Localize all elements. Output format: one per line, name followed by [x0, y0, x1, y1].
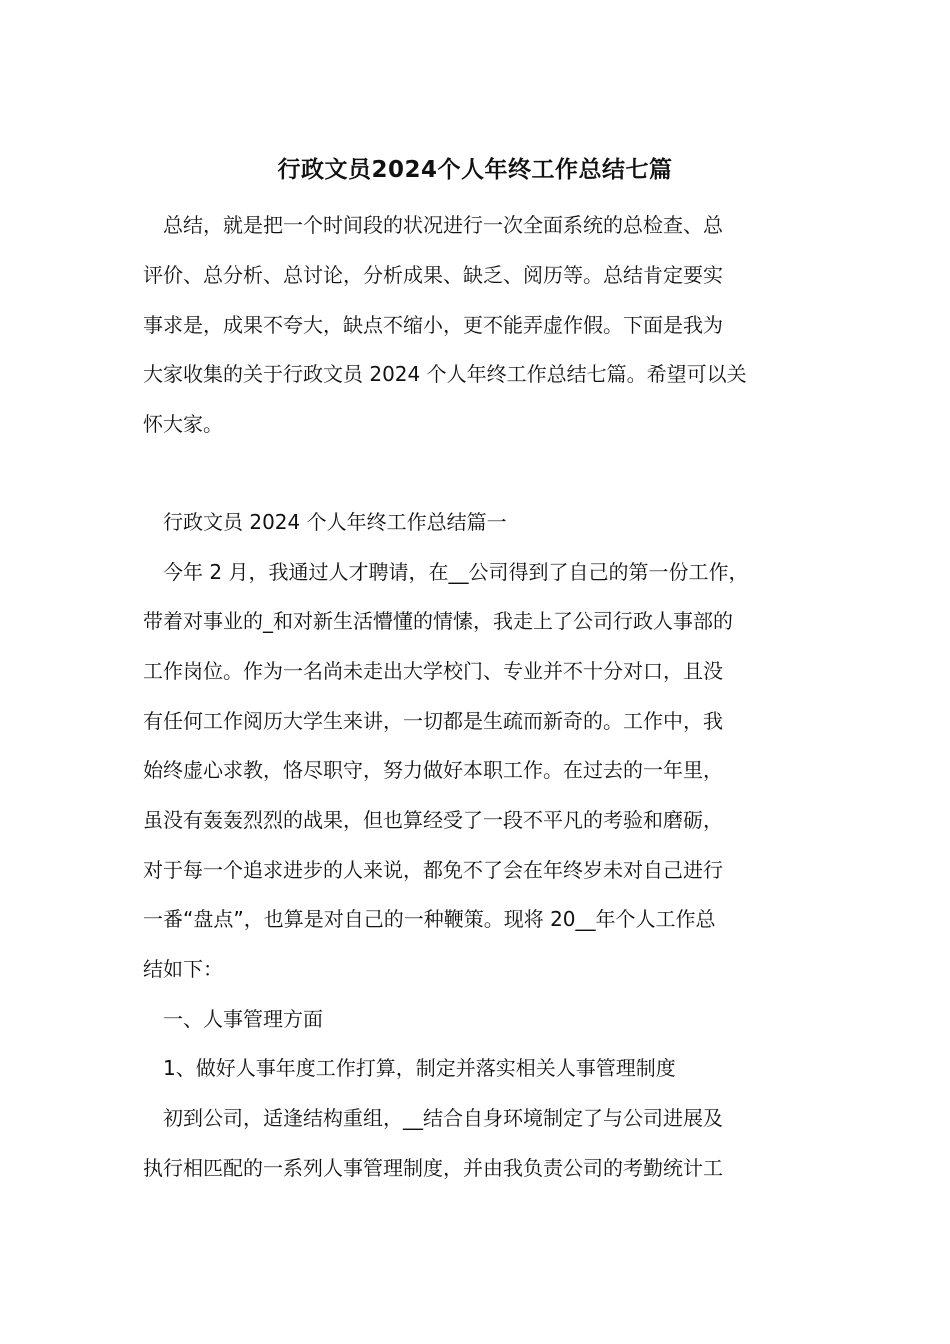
- body-line: 对于每一个追求进步的人来说，都免不了会在年终岁未对自己进行: [143, 858, 723, 882]
- body-line: 今年 2 月，我通过人才聘请，在__公司得到了自己的第一份工作，: [143, 560, 749, 584]
- intro-line: 大家收集的关于行政文员 2024 个人年终工作总结七篇。希望可以关: [143, 362, 747, 386]
- body-line: 带着对事业的_和对新生活懵懂的情愫，我走上了公司行政人事部的: [143, 609, 733, 633]
- intro-line: 事求是，成果不夸大，缺点不缩小，更不能弄虚作假。下面是我为: [143, 313, 723, 337]
- body-line: 执行相匹配的一系列人事管理制度，并由我负责公司的考勤统计工: [143, 1156, 723, 1180]
- intro-line: 评价、总分析、总讨论，分析成果、缺乏、阅历等。总结肯定要实: [143, 263, 723, 287]
- body-line: 初到公司，适逢结构重组，__结合自身环境制定了与公司进展及: [143, 1106, 723, 1130]
- subsection-heading: 一、人事管理方面: [143, 1007, 323, 1031]
- body-line: 虽没有轰轰烈烈的战果，但也算经受了一段不平凡的考验和磨砺，: [143, 808, 723, 832]
- body-line: 结如下：: [143, 957, 223, 981]
- intro-line: 怀大家。: [143, 412, 223, 436]
- intro-line: 总结，就是把一个时间段的状况进行一次全面系统的总检查、总: [143, 213, 723, 237]
- body-line: 有任何工作阅历大学生来讲，一切都是生疏而新奇的。工作中，我: [143, 709, 723, 733]
- section-heading: 行政文员 2024 个人年终工作总结篇一: [143, 510, 507, 534]
- body-line: 工作岗位。作为一名尚未走出大学校门、专业并不十分对口，且没: [143, 659, 723, 683]
- body-line: 始终虚心求教，恪尽职守，努力做好本职工作。在过去的一年里，: [143, 758, 723, 782]
- document-title: 行政文员2024个人年终工作总结七篇: [277, 157, 673, 183]
- item-heading: 1、做好人事年度工作打算，制定并落实相关人事管理制度: [143, 1056, 676, 1080]
- body-line: 一番“盘点”，也算是对自己的一种鞭策。现将 20__年个人工作总: [143, 907, 716, 931]
